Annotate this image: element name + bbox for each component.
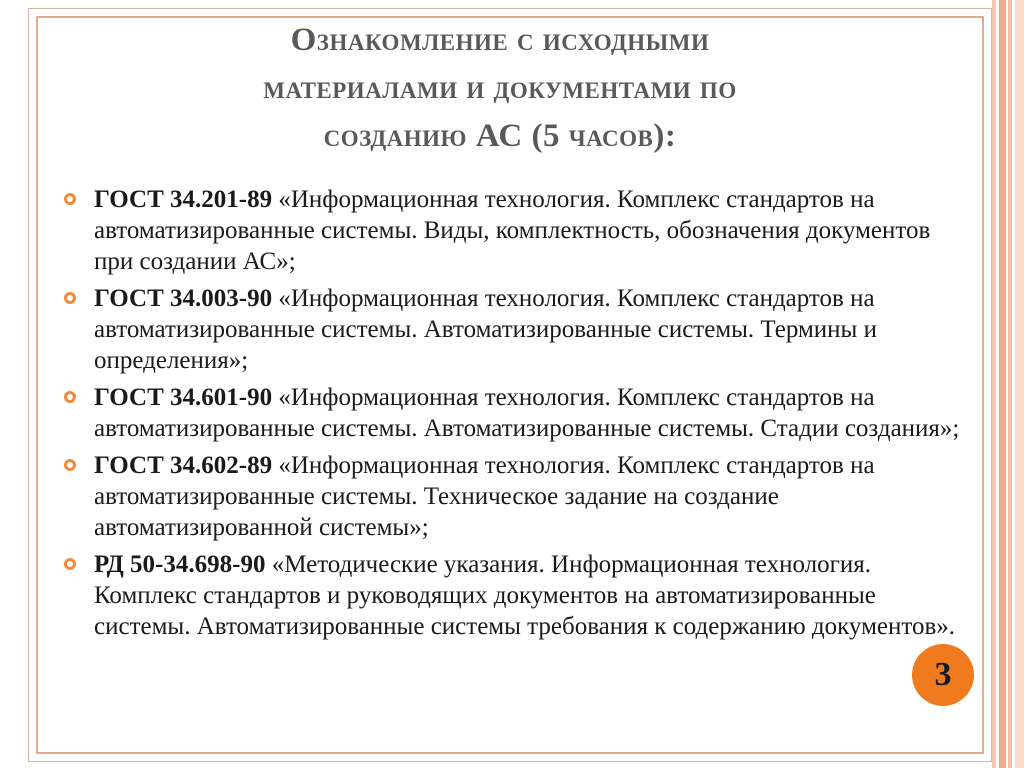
bullet-icon [64,391,76,403]
document-code: ГОСТ 34.602-89 [94,452,273,479]
document-code: ГОСТ 34.003-90 [94,285,273,312]
document-description: «Информационная технология. Комплекс стандартов на автоматизированные системы. Виды, комплектность, обозначения документов при создании АС»; [94,186,931,275]
document-description: «Информационная технология. Комплекс стандартов на автоматизированные системы. Автоматизированные системы. Термины и определения»; [94,285,877,374]
bullet-icon [64,459,76,471]
title-line-1: Ознакомление с исходными [290,22,710,58]
list-item [60,184,960,277]
slide-title [60,16,940,160]
list-item [60,549,960,642]
document-code: РД 50-34.698-90 [94,551,266,578]
list-item [60,382,960,444]
list-item [60,450,960,543]
document-description: «Информационная технология. Комплекс стандартов на автоматизированные системы. Автоматизированные системы. Стадии создания»; [94,384,960,442]
document-code: ГОСТ 34.601-90 [94,384,273,411]
bullet-icon [64,558,76,570]
document-description: «Методические указания. Информационная технология. Комплекс стандартов и руководящих документов на автоматизированные системы. Автоматизированные системы требования к содержанию документов». [94,551,956,640]
document-description: «Информационная технология. Комплекс стандартов на автоматизированные системы. Техническое задание на создание автоматизированной системы»; [94,452,875,541]
document-list [60,184,960,648]
page-number-badge: 3 [912,644,974,706]
bullet-icon [64,292,76,304]
title-line-2: материалами и документами по [263,70,737,106]
decorative-stripes [992,0,1024,768]
bullet-icon [64,193,76,205]
document-code: ГОСТ 34.201-89 [94,186,273,213]
title-line-3: созданию АС (5 часов): [323,118,677,154]
list-item [60,283,960,376]
